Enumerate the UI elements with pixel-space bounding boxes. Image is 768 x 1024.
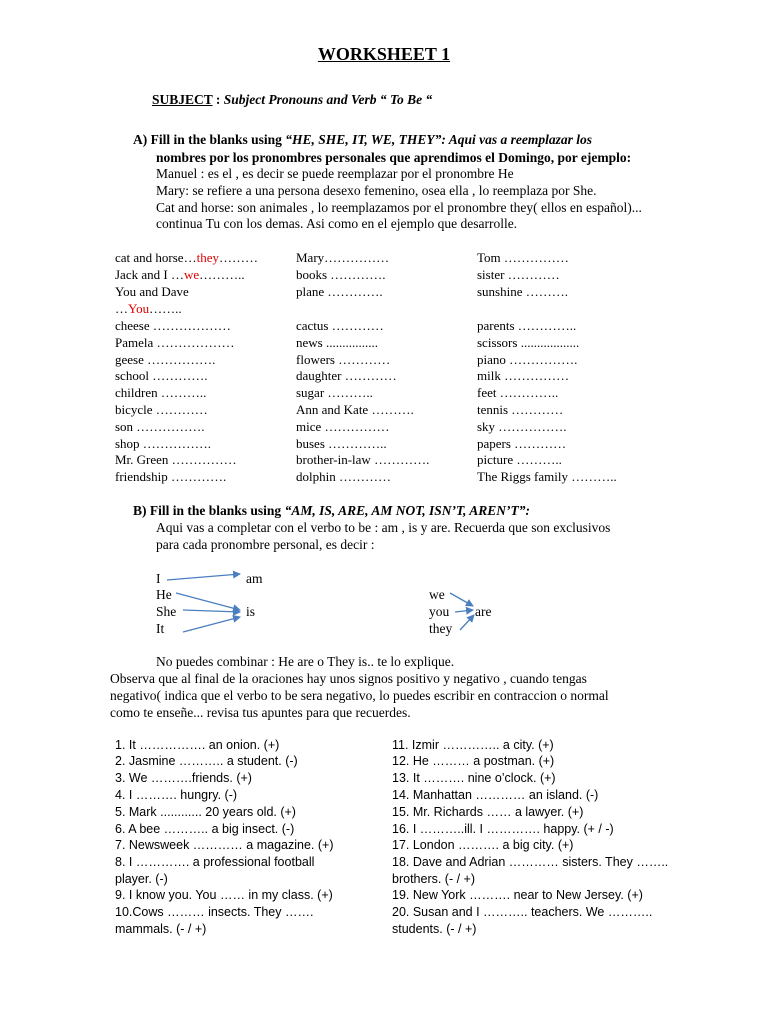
exercise-item: 12. He ……… a postman. (+) bbox=[392, 754, 555, 768]
subject-text: Subject Pronouns and Verb “ To Be “ bbox=[223, 92, 433, 107]
exercise-item: students. (- / +) bbox=[392, 922, 477, 936]
blank-dots: …….. bbox=[149, 301, 182, 316]
word-item: brother-in-law …………. bbox=[296, 452, 430, 467]
section-b-heading-verbs: “AM, IS, ARE, AM NOT, ISN’T, AREN’T”: bbox=[284, 503, 530, 518]
arrow-he-is bbox=[176, 593, 240, 610]
exercise-item: 20. Susan and I ……….. teachers. We ……….. bbox=[392, 905, 653, 919]
verb-am: am bbox=[246, 571, 263, 586]
word-item: school …………. bbox=[115, 368, 208, 383]
arrow-i-am bbox=[167, 574, 240, 580]
section-b-heading-prefix: B) Fill in the blanks using bbox=[133, 503, 285, 518]
arrow-they-are bbox=[460, 615, 474, 630]
exercise-item: 9. I know you. You …… in my class. (+) bbox=[115, 888, 333, 902]
section-b-explain-1: Aqui vas a completar con el verbo to be : am , is y are. Recuerda que son exclusivos bbox=[156, 520, 611, 535]
pronoun-they: they bbox=[429, 621, 453, 636]
word-text: cat and horse… bbox=[115, 250, 197, 265]
subject-label: SUBJECT bbox=[152, 92, 213, 107]
exercise-item: mammals. (- / +) bbox=[115, 922, 207, 936]
word-item: shop ……………. bbox=[115, 436, 212, 451]
exercise-item: brothers. (- / +) bbox=[392, 872, 476, 886]
word-item: cactus ………… bbox=[296, 318, 384, 333]
exercise-item: 17. London ………. a big city. (+) bbox=[392, 838, 574, 852]
word-item: piano ……………. bbox=[477, 352, 578, 367]
verb-are: are bbox=[475, 604, 492, 619]
exercise-item: 6. A bee ……….. a big insect. (-) bbox=[115, 822, 295, 836]
exercise-item: player. (-) bbox=[115, 872, 168, 886]
word-item: bicycle ………… bbox=[115, 402, 208, 417]
arrow-she-is bbox=[183, 610, 240, 612]
pronoun-i: I bbox=[156, 571, 161, 586]
word-item: dolphin ………… bbox=[296, 469, 391, 484]
pronoun-we: we bbox=[429, 587, 445, 602]
word-item: children ……….. bbox=[115, 385, 207, 400]
blank-dots: ……….. bbox=[199, 267, 245, 282]
worksheet-title: WORKSHEET 1 bbox=[317, 44, 451, 64]
word-item: plane …………. bbox=[296, 284, 383, 299]
section-a-heading-pronouns: “HE, SHE, IT, WE, THEY”: Aqui vas a reemplazar los bbox=[285, 132, 592, 147]
section-a-explain-4: continua Tu con los demas. Asi como en el ejemplo que desarrolle. bbox=[156, 216, 518, 231]
word-item: sunshine ………. bbox=[477, 284, 568, 299]
exercise-item: 14. Manhattan ………… an island. (-) bbox=[392, 788, 599, 802]
word-item: buses ………….. bbox=[296, 436, 387, 451]
subject-separator: : bbox=[212, 92, 224, 107]
section-b-explain-2: para cada pronombre personal, es decir : bbox=[156, 537, 375, 552]
arrow-we-are bbox=[450, 593, 473, 606]
exercise-item: 2. Jasmine ……….. a student. (-) bbox=[115, 754, 298, 768]
word-item: tennis ………… bbox=[477, 402, 564, 417]
word-item: books …………. bbox=[296, 267, 386, 282]
exercise-item: 3. We ……….friends. (+) bbox=[115, 771, 252, 785]
word-item: milk …………… bbox=[477, 368, 570, 383]
word-item: papers ………… bbox=[477, 436, 567, 451]
exercise-item: 18. Dave and Adrian ………… sisters. They …….. bbox=[392, 855, 669, 869]
exercise-item: 11. Izmir ………….. a city. (+) bbox=[392, 738, 554, 752]
section-a-explain-3: Cat and horse: son animales , lo reemplazamos por el pronombre they( ellos en español)... bbox=[156, 200, 642, 215]
section-a-explain-1: Manuel : es el , es decir se puede reemplazar por el pronombre He bbox=[156, 166, 514, 181]
word-item: parents ………….. bbox=[477, 318, 577, 333]
instructions-line-2: negativo( indica que el verbo to be sera negativo, lo puedes escribir en contraccion o normal bbox=[110, 688, 609, 703]
pronoun-he: He bbox=[156, 587, 172, 602]
word-item: geese ……………. bbox=[115, 352, 216, 367]
pronoun-it: It bbox=[156, 621, 165, 636]
word-item: Mary…………… bbox=[296, 250, 390, 265]
word-item: Ann and Kate ………. bbox=[296, 402, 414, 417]
exercise-item: 13. It ………. nine o’clock. (+) bbox=[392, 771, 556, 785]
instructions-line-3: como te enseñe... revisa tus apuntes para que recuerdes. bbox=[110, 705, 411, 720]
word-item: flowers ………… bbox=[296, 352, 391, 367]
exercise-item: 15. Mr. Richards …… a lawyer. (+) bbox=[392, 805, 584, 819]
exercise-item: 1. It ……………. an onion. (+) bbox=[115, 738, 280, 752]
verb-is: is bbox=[246, 604, 256, 619]
arrow-you-are bbox=[455, 610, 473, 612]
word-item: picture ……….. bbox=[477, 452, 562, 467]
blank-dots: ……… bbox=[218, 250, 258, 265]
instructions-line-1: Observa que al final de la oraciones hay unos signos positivo y negativo , cuando tengas bbox=[110, 671, 587, 686]
word-item: cheese ……………… bbox=[115, 318, 231, 333]
example-answer: You bbox=[128, 301, 150, 316]
word-item: sister ………… bbox=[477, 267, 560, 282]
section-a-explain-2: Mary: se refiere a una persona desexo femenino, osea ella , lo reemplaza por She. bbox=[156, 183, 597, 198]
exercise-item: 4. I ………. hungry. (-) bbox=[115, 788, 238, 802]
section-a-heading-prefix: A) Fill in the blanks using bbox=[133, 132, 286, 147]
word-text: You and Dave bbox=[115, 284, 189, 299]
exercise-item: 5. Mark ............ 20 years old. (+) bbox=[115, 805, 296, 819]
word-item: daughter ………… bbox=[296, 368, 397, 383]
word-text: Jack and I … bbox=[115, 267, 184, 282]
word-item: Tom …………… bbox=[477, 250, 569, 265]
word-item: scissors .................. bbox=[477, 335, 580, 350]
word-item: The Riggs family ……….. bbox=[477, 469, 617, 484]
exercise-item: 8. I …………. a professional football bbox=[115, 855, 315, 869]
exercise-item: 19. New York ………. near to New Jersey. (+) bbox=[392, 888, 643, 902]
exercise-item: 16. I ………..ill. I …………. happy. (+ / -) bbox=[392, 822, 614, 836]
blank-dots: … bbox=[115, 301, 128, 316]
word-item: son ……………. bbox=[115, 419, 205, 434]
arrow-it-is bbox=[183, 617, 240, 632]
word-item: sugar ……….. bbox=[296, 385, 373, 400]
exercise-item: 7. Newsweek ………… a magazine. (+) bbox=[115, 838, 334, 852]
example-answer: we bbox=[183, 267, 200, 282]
combination-note: No puedes combinar : He are o They is.. te lo explique. bbox=[156, 654, 455, 669]
section-a-heading-line2: nombres por los pronombres personales que aprendimos el Domingo, por ejemplo: bbox=[156, 150, 632, 165]
word-item: sky ……………. bbox=[477, 419, 567, 434]
word-item: news ................ bbox=[296, 335, 378, 350]
word-item: Pamela ……………… bbox=[115, 335, 235, 350]
example-answer: they bbox=[196, 250, 219, 265]
word-item: friendship …………. bbox=[115, 469, 227, 484]
pronoun-she: She bbox=[156, 604, 177, 619]
word-item: mice …………… bbox=[296, 419, 390, 434]
exercise-item: 10.Cows ……… insects. They ……. bbox=[115, 905, 314, 919]
word-item: feet ………….. bbox=[477, 385, 559, 400]
pronoun-you: you bbox=[429, 604, 450, 619]
word-item: Mr. Green …………… bbox=[115, 452, 237, 467]
